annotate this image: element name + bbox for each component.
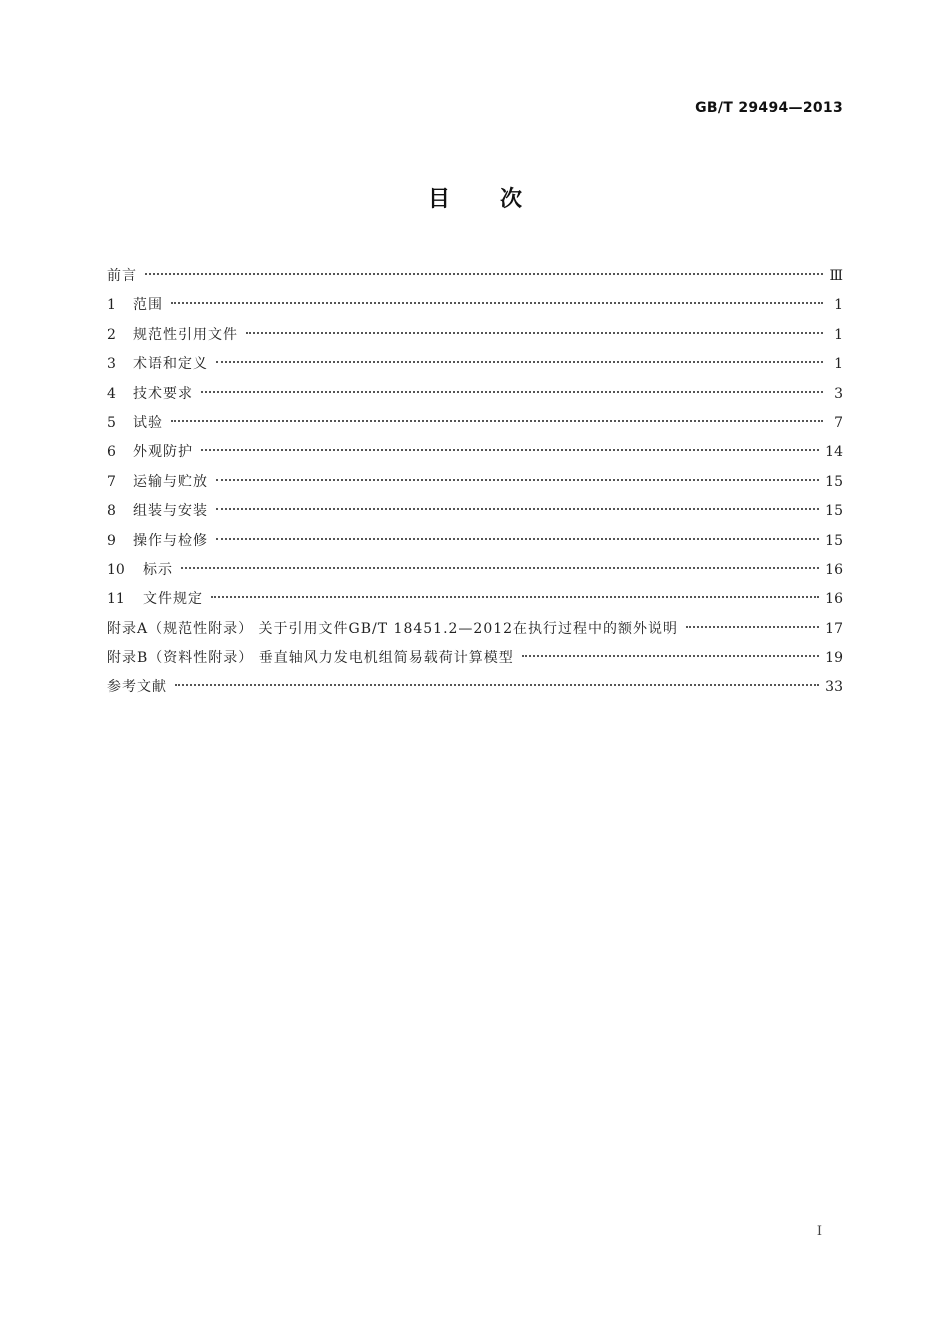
toc-entry-label: 规范性引用文件 — [133, 326, 238, 343]
toc-entry-number: 8 — [107, 503, 116, 520]
toc-dot-leader — [175, 671, 819, 691]
toc-entry-label: 文件规定 — [143, 591, 203, 608]
toc-entry-label: 范围 — [133, 297, 163, 314]
toc-entry-appendix-b[interactable] — [107, 642, 843, 671]
toc-dot-leader — [216, 466, 819, 486]
toc-entry-number: 2 — [107, 326, 116, 343]
toc-entry-label: 前言 — [107, 268, 137, 284]
toc-entry-2[interactable] — [107, 319, 843, 348]
toc-entry-number: 4 — [107, 385, 116, 402]
table-of-contents — [107, 260, 843, 701]
toc-entry-page: 15 — [825, 532, 843, 549]
toc-entry-number: 1 — [107, 297, 116, 314]
toc-entry-3[interactable] — [107, 348, 843, 377]
toc-entry-page: 1 — [834, 297, 843, 314]
toc-entry-number: 6 — [107, 444, 116, 461]
toc-entry-label: 操作与检修 — [133, 532, 208, 549]
toc-entry-label: 术语和定义 — [133, 356, 208, 373]
toc-dot-leader — [145, 260, 823, 280]
toc-entry-page: 3 — [834, 385, 843, 402]
toc-entry-page: 16 — [825, 591, 843, 608]
toc-entry-number: 5 — [107, 414, 116, 431]
toc-entry-label: 附录B（资料性附录） 垂直轴风力发电机组简易载荷计算模型 — [107, 650, 514, 667]
toc-entry-page: 33 — [825, 679, 843, 696]
toc-dot-leader — [522, 642, 819, 662]
toc-title: 目次 — [427, 187, 572, 212]
toc-entry-page: 14 — [825, 444, 843, 461]
toc-dot-leader — [216, 348, 823, 368]
toc-entry-4[interactable] — [107, 378, 843, 407]
page-number: I — [816, 1224, 822, 1239]
toc-dot-leader — [216, 525, 819, 545]
toc-entry-page: 1 — [834, 356, 843, 373]
toc-entry-page: 1 — [834, 326, 843, 343]
toc-entry-label: 参考文献 — [107, 679, 167, 696]
toc-entry-6[interactable] — [107, 436, 843, 465]
toc-entry-label: 运输与贮放 — [133, 473, 208, 490]
toc-entry-page: 19 — [825, 650, 843, 667]
toc-entry-page: 16 — [825, 561, 843, 578]
toc-entry-label: 附录A（规范性附录） 关于引用文件GB/T 18451.2—2012在执行过程中的额外说明 — [107, 620, 679, 637]
toc-entry-label: 标示 — [143, 561, 173, 578]
toc-dot-leader — [181, 554, 819, 574]
toc-entry-page: Ⅲ — [829, 268, 843, 284]
toc-entry-number: 11 — [107, 591, 125, 608]
toc-dot-leader — [686, 613, 819, 633]
toc-dot-leader — [216, 495, 819, 515]
toc-entry-1[interactable] — [107, 289, 843, 318]
toc-entry-number: 9 — [107, 532, 116, 549]
toc-entry-label: 技术要求 — [133, 385, 193, 402]
toc-entry-5[interactable] — [107, 407, 843, 436]
toc-dot-leader — [171, 289, 823, 309]
toc-entry-number: 10 — [107, 561, 125, 578]
toc-entry-label: 组装与安装 — [133, 503, 208, 520]
toc-entry-8[interactable] — [107, 495, 843, 524]
toc-dot-leader — [246, 319, 823, 339]
toc-dot-leader — [171, 407, 823, 427]
toc-entry-page: 7 — [834, 414, 843, 431]
toc-entry-number: 7 — [107, 473, 116, 490]
toc-entry-10[interactable] — [107, 554, 843, 583]
toc-dot-leader — [201, 436, 819, 456]
toc-entry-9[interactable] — [107, 525, 843, 554]
toc-dot-leader — [201, 378, 823, 398]
toc-entry-page: 15 — [825, 503, 843, 520]
toc-entry-number: 3 — [107, 356, 116, 373]
toc-entry-label: 外观防护 — [133, 444, 193, 461]
document-code: GB/T 29494—2013 — [695, 100, 843, 116]
toc-entry-11[interactable] — [107, 583, 843, 612]
toc-entry-label: 试验 — [133, 414, 163, 431]
toc-entry-page: 17 — [825, 620, 843, 637]
toc-entry-references[interactable] — [107, 671, 843, 700]
toc-entry-appendix-a[interactable] — [107, 613, 843, 642]
toc-entry-page: 15 — [825, 473, 843, 490]
toc-entry-foreword[interactable] — [107, 260, 843, 289]
toc-dot-leader — [211, 583, 819, 603]
toc-entry-7[interactable] — [107, 466, 843, 495]
